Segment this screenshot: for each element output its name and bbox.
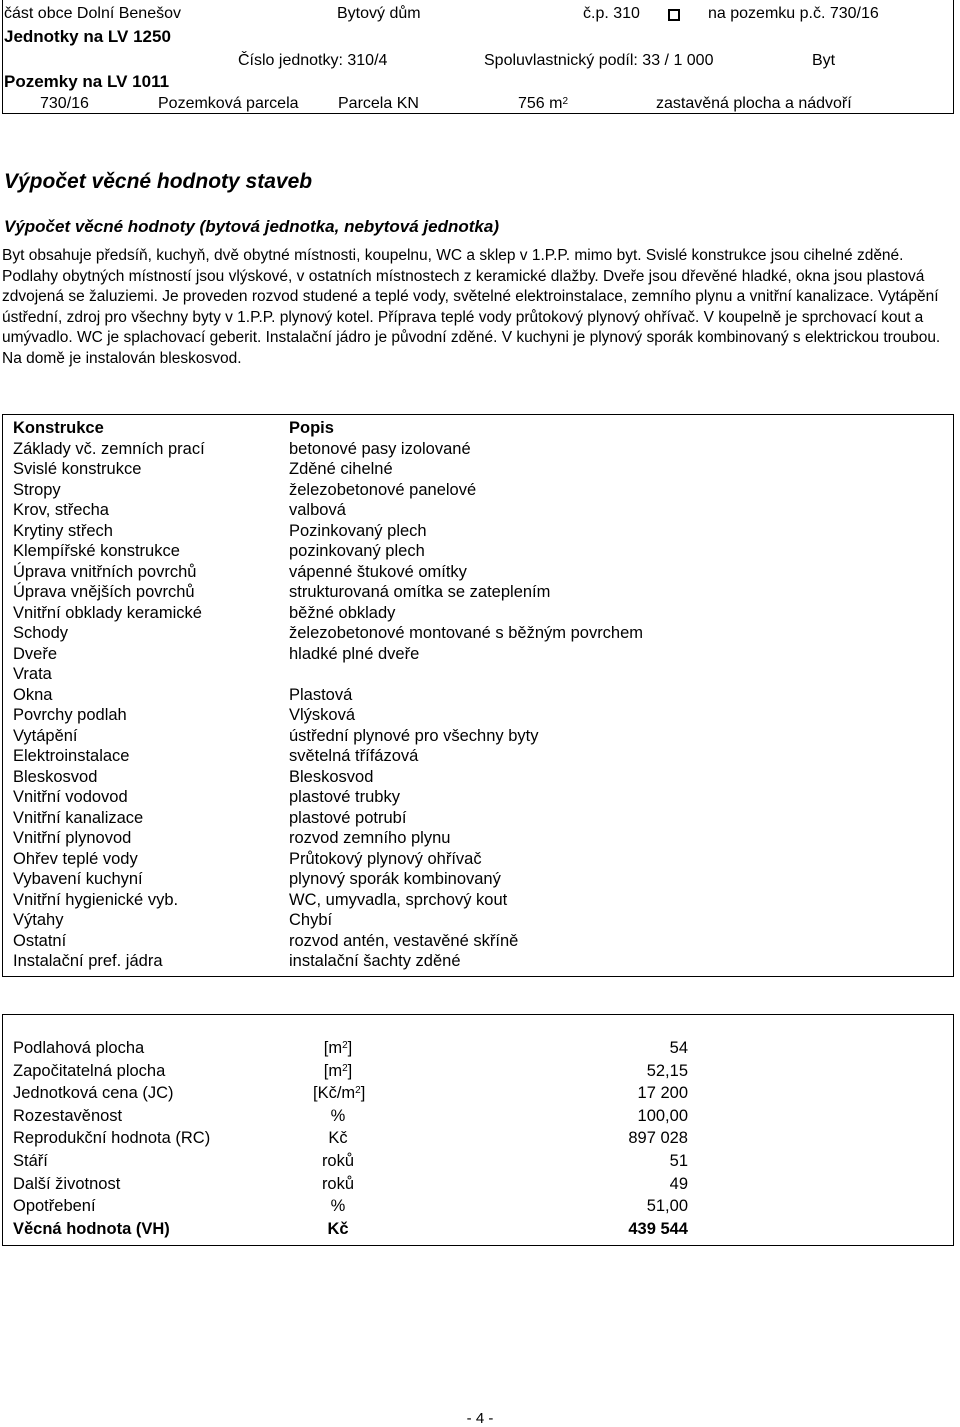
table-row	[13, 459, 913, 480]
table-row	[13, 931, 913, 952]
table-row	[13, 1173, 943, 1196]
construction-description: rozvod zemního plynu	[289, 829, 451, 847]
valuation-value: 52,15	[646, 1061, 688, 1080]
valuation-unit: roků	[321, 1174, 355, 1193]
valuation-value: 54	[669, 1039, 688, 1057]
table-row	[13, 746, 913, 767]
valuation-value: 51,00	[646, 1197, 688, 1216]
table-row	[13, 1150, 943, 1173]
subsection-title: Výpočet věcné hodnoty (bytová jednotka, nebytová jednotka)	[4, 217, 499, 236]
building-type: Bytový dům	[337, 5, 421, 22]
table-row	[13, 480, 913, 501]
construction-name: Vnitřní obklady keramické	[13, 603, 202, 622]
construction-description: Plastová	[289, 685, 353, 704]
table-row	[13, 849, 913, 870]
construction-name: Ostatní	[13, 931, 67, 950]
construction-name: Povrchy podlah	[13, 706, 127, 724]
table-row	[13, 439, 913, 460]
valuation-unit: Kč	[328, 1129, 348, 1148]
valuation-unit: %	[330, 1106, 346, 1125]
table-row	[13, 910, 913, 931]
table-row	[13, 1037, 943, 1060]
construction-name: Krov, střecha	[13, 501, 109, 519]
construction-name: Okna	[13, 685, 53, 704]
valuation-unit: Kč	[327, 1219, 349, 1238]
construction-description: Průtokový plynový ohřívač	[289, 849, 482, 868]
section-title: Výpočet věcné hodnoty staveb	[4, 170, 313, 193]
construction-name: Vytápění	[13, 726, 78, 745]
table-row	[13, 644, 913, 665]
construction-description: běžné obklady	[289, 603, 396, 622]
construction-name: Ohřev teplé vody	[13, 849, 138, 868]
construction-name: Krytiny střech	[13, 521, 113, 540]
construction-name: Úprava vnějších povrchů	[13, 583, 195, 601]
valuation-unit: $[m^2]$	[323, 1061, 353, 1080]
valuation-label: Podlahová plocha	[13, 1039, 145, 1057]
construction-name: Základy vč. zemních prací	[13, 439, 205, 458]
table-row	[13, 808, 913, 829]
table-row	[13, 664, 913, 685]
unit-type: Byt	[812, 52, 836, 69]
construction-name: Stropy	[13, 480, 61, 499]
construction-description: Bleskosvod	[289, 767, 374, 786]
valuation-unit: roků	[321, 1152, 355, 1170]
valuation-value: 439 544	[628, 1219, 688, 1238]
column-header-description: Popis	[289, 419, 334, 437]
valuation-value: 100,00	[637, 1106, 688, 1125]
construction-description: WC, umyvadla, sprchový kout	[289, 890, 508, 909]
parcel-register: Parcela KN	[338, 95, 419, 112]
table-row	[13, 890, 913, 911]
description-paragraph: Byt obsahuje předsíň, kuchyň, dvě obytné místnosti, koupelnu, WC a sklep v 1.P.P. mimo byt. Svislé konstrukce jsou cihelné zděné. Podlahy obytných místností jsou vlýskové, v ostatních místnostech z keramické dlažby. Dveře jsou dřevěné hladké, okna jsou plastová zdvojená se žaluziemi. Je proveden rozvod studené a teplé vody, světelné elektroinstalace, zemního plynu a vnitřní kanalizace. Vytápění ústřední, zdroj pro všechny byty v 1.P.P. plynový kotel. Příprava teplé vody průtokový plynový ohřívač. V koupelně je sprchovací kout a umývadlo. WC je splachovací geberit. Instalační jádro je původní zděné. V kuchyni je plynový sporák kombinovaný s elektrickou troubou. Na domě je instalován bleskosvod.	[2, 247, 941, 367]
table-row	[13, 1060, 943, 1083]
table-row	[13, 767, 913, 788]
construction-name: Výtahy	[13, 911, 64, 929]
table-row	[13, 828, 913, 849]
construction-name: Vnitřní plynovod	[13, 829, 132, 847]
construction-description: pozinkovaný plech	[289, 542, 425, 560]
construction-description: betonové pasy izolované	[289, 439, 471, 458]
parcel-kind: Pozemková parcela	[158, 95, 299, 112]
construction-description: Pozinkovaný plech	[289, 521, 427, 540]
table-row	[13, 951, 913, 972]
checkbox-icon	[668, 9, 680, 21]
valuation-label: Rozestavěnost	[13, 1106, 123, 1125]
construction-name: Vrata	[13, 665, 52, 683]
construction-header-row	[13, 418, 913, 439]
valuation-label: Opotřebení	[13, 1197, 96, 1216]
table-row	[13, 562, 913, 583]
table-row	[13, 521, 913, 542]
table-row	[13, 541, 913, 562]
column-header-construction: Konstrukce	[13, 419, 104, 437]
construction-name: Vnitřní vodovod	[13, 788, 128, 806]
construction-description: valbová	[289, 501, 346, 519]
construction-name: Instalační pref. jádra	[13, 952, 163, 970]
construction-description: instalační šachty zděné	[289, 952, 461, 970]
valuation-value: 897 028	[628, 1129, 688, 1148]
valuation-label: Reprodukční hodnota (RC)	[13, 1129, 211, 1148]
table-row	[13, 1195, 943, 1218]
construction-name: Svislé konstrukce	[13, 460, 142, 478]
land-heading: Pozemky na LV 1011	[4, 72, 170, 91]
construction-name: Elektroinstalace	[13, 747, 130, 765]
unit-number: Číslo jednotky: 310/4	[238, 52, 388, 69]
construction-description: železobetonové montované s běžným povrchem	[289, 624, 644, 642]
construction-name: Klempířské konstrukce	[13, 542, 180, 560]
construction-name: Vnitřní kanalizace	[13, 808, 144, 827]
table-row	[13, 787, 913, 808]
construction-description: Zděné cihelné	[289, 460, 393, 478]
construction-description: rozvod antén, vestavěné skříně	[289, 931, 519, 950]
valuation-label: Stáří	[13, 1152, 48, 1170]
valuation-label: Započitatelná plocha	[13, 1061, 166, 1080]
table-row	[13, 685, 913, 706]
construction-description: Vlýsková	[289, 706, 356, 724]
construction-description: železobetonové panelové	[289, 480, 477, 499]
valuation-unit: $[Kč/m^2]$	[313, 1084, 366, 1103]
construction-description: světelná třífázová	[289, 747, 419, 765]
construction-description: plastové potrubí	[289, 808, 407, 827]
construction-name: Úprava vnitřních povrchů	[13, 562, 197, 581]
table-row	[13, 869, 913, 890]
table-row	[13, 1082, 943, 1105]
construction-description: Chybí	[289, 911, 333, 929]
table-row	[13, 623, 913, 644]
construction-name: Vnitřní hygienické vyb.	[13, 890, 179, 909]
table-row	[13, 1105, 943, 1128]
construction-name: Dveře	[13, 644, 58, 663]
construction-description: hladké plné dveře	[289, 644, 420, 663]
table-row	[13, 500, 913, 521]
construction-name: Schody	[13, 624, 69, 642]
units-heading: Jednotky na LV 1250	[4, 27, 171, 46]
parcel-number: 730/16	[40, 95, 89, 112]
table-row	[13, 603, 913, 624]
co-ownership-share: Spoluvlastnický podíl: 33 / 1 000	[484, 52, 714, 69]
valuation-unit: %	[330, 1197, 346, 1216]
parcel-use: zastavěná plocha a nádvoří	[656, 95, 852, 112]
table-row	[13, 705, 913, 726]
construction-description: vápenné štukové omítky	[289, 562, 467, 581]
valuation-value: 49	[669, 1174, 688, 1193]
construction-name: Vybavení kuchyní	[13, 870, 143, 888]
table-row	[13, 1127, 943, 1150]
house-number: č.p. 310	[583, 5, 640, 22]
page-number: - 4 -	[466, 1410, 494, 1427]
valuation-unit: $[m^2]$	[323, 1039, 353, 1057]
valuation-label: Jednotková cena (JC)	[13, 1084, 174, 1103]
valuation-label: Další životnost	[13, 1174, 121, 1193]
construction-description: plastové trubky	[289, 788, 400, 806]
parcel-area: 756 $m^2$	[518, 95, 569, 112]
construction-description: strukturovaná omítka se zateplením	[289, 583, 551, 601]
parcel-location: na pozemku p.č. 730/16	[708, 5, 879, 22]
table-row	[13, 582, 913, 603]
valuation-value: 51	[669, 1152, 688, 1170]
construction-description: plynový sporák kombinovaný	[289, 870, 501, 888]
table-row	[13, 726, 913, 747]
table-row	[13, 1218, 943, 1241]
valuation-value: 17 200	[637, 1084, 688, 1103]
construction-description: ústřední plynové pro všechny byty	[289, 726, 539, 745]
municipality-part: část obce Dolní Benešov	[4, 5, 181, 22]
valuation-label: Věcná hodnota (VH)	[13, 1219, 170, 1238]
construction-name: Bleskosvod	[13, 767, 98, 786]
